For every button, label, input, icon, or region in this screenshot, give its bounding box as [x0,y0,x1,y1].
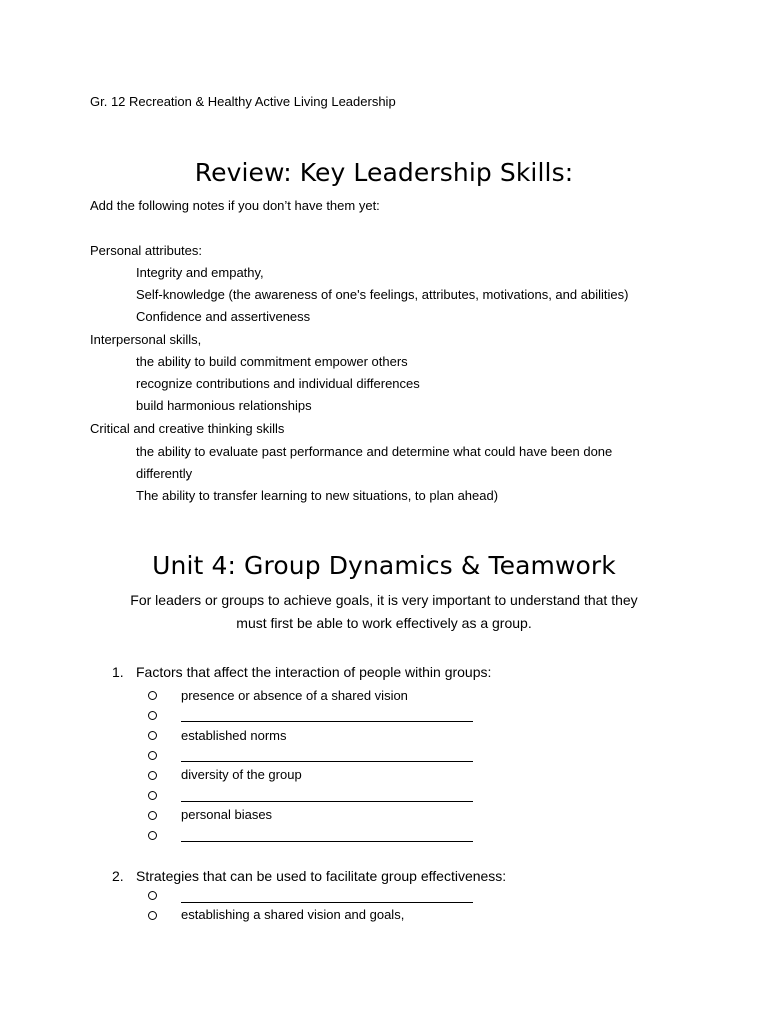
unit-heading: Unit 4: Group Dynamics & Teamwork [152,551,616,580]
answer-blank[interactable] [181,902,473,903]
review-instruction: Add the following notes if you don’t have them yet: [90,198,380,213]
circle-bullet-icon [148,691,157,700]
circle-bullet-icon [148,911,157,920]
answer-blank[interactable] [181,721,473,722]
note-item: Self-knowledge (the awareness of one's feelings, attributes, motivations, and abilities) [136,287,629,302]
circle-bullet-icon [148,791,157,800]
group-heading-personal: Personal attributes: [90,243,203,258]
answer-blank[interactable] [181,801,473,802]
circle-bullet-icon [148,711,157,720]
note-item: the ability to build commitment empower others [136,354,408,369]
unit-intro-line-2: must first be able to work effectively as a group. [236,615,532,631]
circle-bullet-icon [148,831,157,840]
group-heading-interpersonal: Interpersonal skills, [90,332,202,347]
list-item: established norms [181,728,287,743]
list-item: personal biases [181,807,273,822]
note-item: differently [136,466,193,481]
answer-blank[interactable] [181,841,473,842]
question-text: Strategies that can be used to facilitate group effectiveness: [136,868,507,884]
note-item: recognize contributions and individual differences [136,376,420,391]
note-item: Integrity and empathy, [136,265,264,280]
note-item: build harmonious relationships [136,398,312,413]
question-number: 2. [112,868,124,884]
note-item: the ability to evaluate past performance and determine what could have been done [136,444,613,459]
circle-bullet-icon [148,891,157,900]
unit-intro-line-1: For leaders or groups to achieve goals, it is very important to understand that they [130,592,638,608]
review-heading: Review: Key Leadership Skills: [194,158,574,187]
course-title: Gr. 12 Recreation & Healthy Active Living Leadership [90,94,396,109]
circle-bullet-icon [148,751,157,760]
question-text: Factors that affect the interaction of people within groups: [136,664,492,680]
circle-bullet-icon [148,731,157,740]
list-item: diversity of the group [181,767,302,782]
note-item: Confidence and assertiveness [136,309,311,324]
list-item: presence or absence of a shared vision [181,688,408,703]
circle-bullet-icon [148,811,157,820]
note-item: The ability to transfer learning to new situations, to plan ahead) [136,488,499,503]
list-item: establishing a shared vision and goals, [181,907,405,922]
circle-bullet-icon [148,771,157,780]
answer-blank[interactable] [181,761,473,762]
group-heading-critical: Critical and creative thinking skills [90,421,285,436]
question-number: 1. [112,664,124,680]
